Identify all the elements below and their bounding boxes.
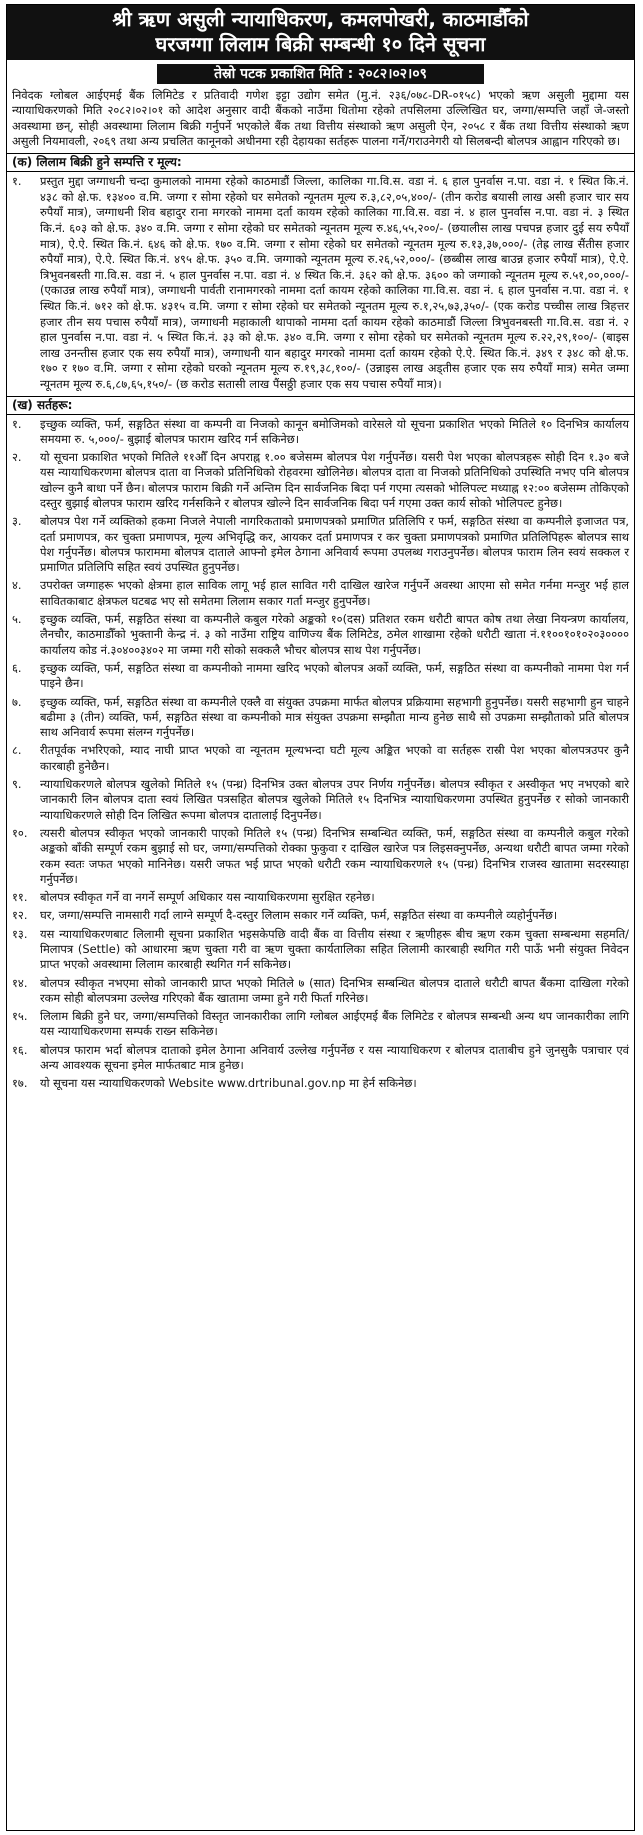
condition-item bbox=[7, 1041, 634, 1075]
item-text: इच्छुक व्यक्ति, फर्म, सङ्गठित संस्था वा कम्पनीको नाममा खरिद भएको बोलपत्र अर्को व्यक्ति, फर्म, सङ्गठित संस्था वा कम्पनीको नाममा पेश गर्न पाइने छैन। bbox=[40, 660, 629, 691]
item-number: १४. bbox=[12, 975, 28, 990]
condition-item bbox=[7, 775, 634, 824]
condition-item bbox=[7, 1074, 634, 1092]
item-number: १. bbox=[12, 416, 22, 431]
property-item bbox=[7, 172, 634, 393]
item-number: १०. bbox=[12, 825, 28, 840]
item-number: ११. bbox=[12, 890, 28, 905]
condition-item bbox=[7, 693, 634, 742]
item-text: घर, जग्गा/सम्पत्ति नामसारी गर्दा लाग्ने सम्पूर्ण दै-दस्तुर लिलाम सकार गर्ने व्यक्ति, फर्म, सङ्गठित संस्था वा कम्पनीले व्यहोर्नुपर्नेछ। bbox=[40, 908, 558, 923]
notice-header bbox=[7, 5, 634, 60]
title-line-1: श्री ऋण असुली न्यायाधिकरण, कमलपोखरी, काठमाडौँको bbox=[112, 7, 529, 31]
item-number: ८. bbox=[12, 743, 22, 758]
item-text: न्यायाधिकरणले बोलपत्र खुलेको मितिले १५ (पन्ध्र) दिनभित्र उक्त बोलपत्र उपर निर्णय गर्नुपर्नेछ। बोलपत्र स्वीकृत र अस्वीकृत भए नभएको बारे जानकारी लिन बोलपत्र दाता स्वयं लिखित पत्रसहित बोलपत्र खुलेको मितिले १५ दिनभित्र न्यायाधिकरणमा उपस्थित हुनुपर्नेछ र सोको जानकारी न्यायाधिकरणले सोही दिन लिखित रूपमा बोलपत्र दातालाई दिनुपर्नेछ। bbox=[40, 777, 629, 822]
item-text: बोलपत्र स्वीकृत नभएमा सोको जानकारी प्राप्त भएको मितिले ७ (सात) दिनभित्र सम्बन्धित बोलपत्र दाताले धरौटी बापत बैंकमा दाखिला गरेको रकम सोही बोलपत्रमा उल्लेख गरिएको बैंक खातामा जम्मा हुने गरी फिर्ता गरिनेछ। bbox=[40, 975, 629, 1005]
condition-item bbox=[7, 1007, 634, 1041]
item-number: २. bbox=[12, 450, 22, 465]
section-b-heading: (ख) सर्तहरू: bbox=[7, 396, 634, 415]
condition-item bbox=[7, 415, 634, 449]
item-number: १६. bbox=[12, 1042, 28, 1057]
item-number: १७. bbox=[12, 1076, 28, 1091]
section-a-heading: (क) लिलाम बिक्री हुने सम्पत्ति र मूल्य: bbox=[7, 153, 634, 172]
condition-item bbox=[7, 610, 634, 659]
conditions-list bbox=[7, 415, 634, 1093]
condition-item bbox=[7, 906, 634, 924]
item-text: बोलपत्र फाराम भर्दा बोलपत्र दाताको इमेल ठेगाना अनिवार्य उल्लेख गर्नुपर्नेछ र यस न्यायाधिकरण र बोलपत्र दाताबीच हुने जुनसुकै पत्राचार एवं अन्य आवश्यक सूचना इमेल मार्फतबाट मात्र हुनेछ। bbox=[40, 1042, 629, 1073]
condition-item bbox=[7, 576, 634, 610]
intro-paragraph: निवेदक ग्लोबल आईएमई बैंक लिमिटेड र प्रतिवादी गणेश इट्टा उद्योग समेत (मु.नं. २३६/०७८-DR-०१५८) भएको ऋण असुली मुद्दामा यस न्यायाधिकरणको मिति २०८२।०२।०१ को आदेश अनुसार वादी बैंकको नाउँमा धितोमा रहेको तपसिलमा उल्लिखित घर, जग्गा/सम्पत्ति जहाँ जे-जस्तो अवस्थामा छन्, सोही अवस्थामा लिलाम बिक्री गर्नुपर्ने भएकोले बैंक तथा वित्तीय संस्थाको ऋण असुली ऐन, २०५८ र बैंक तथा वित्तीय संस्थाको ऋण असुली नियमावली, २०६९ तथा अन्य प्रचलित कानूनको अधीनमा रही देहायका सर्तहरू पालना गर्ने/गराउनेगरी यो सिलबन्दी बोलपत्र आह्वान गरिएको छ। bbox=[12, 88, 629, 148]
item-number: ४. bbox=[12, 578, 22, 593]
publication-date: तेस्रो पटक प्रकाशित मिति : २०८२।०२।०९ bbox=[157, 64, 484, 84]
item-text: बोलपत्र स्वीकृत गर्ने वा नगर्ने सम्पूर्ण अधिकार यस न्यायाधिकरणमा सुरक्षित रहनेछ। bbox=[40, 890, 375, 905]
condition-item bbox=[7, 448, 634, 512]
condition-item bbox=[7, 824, 634, 888]
item-number: १५. bbox=[12, 1009, 28, 1024]
title-line-2: घरजग्गा लिलाम बिक्री सम्बन्धी १० दिने सूचना bbox=[155, 32, 486, 56]
condition-item bbox=[7, 659, 634, 693]
condition-item bbox=[7, 512, 634, 576]
item-text: त्यसरी बोलपत्र स्वीकृत भएको जानकारी पाएको मितिले १५ (पन्ध्र) दिनभित्र सम्बन्धित व्यक्ति, फर्म, सङ्गठित संस्था वा कम्पनीले कबुल गरेको अङ्कको बाँकी सम्पूर्ण रकम बुझाई सो घर, जग्गा/सम्पत्तिको रोक्का फुकुवा र दाखिल खारेज पत्र लिइसक्नुपर्नेछ, अन्यथा धरौटी बापत जम्मा गरेको रकम स्वतः जफत भएको मानिनेछ। यसरी जफत भई प्राप्त भएको धरौटी रकम न्यायाधिकरणले १५ (पन्ध्र) दिनभित्र राजस्व खातामा सदरस्याहा गर्नुपर्नेछ। bbox=[40, 825, 629, 886]
item-text: उपरोक्त जग्गाहरू भएको क्षेत्रमा हाल साविक लागू भई हाल सावित गरी दाखिल खारेज गर्नुपर्ने अवस्था आएमा सो समेत गर्नमा मन्जुर भई हाल सावितकाबाट क्षेत्रफल घटबढ भए सो समेतमा लिलाम सकार गर्ता मन्जुर हुनुपर्नेछ। bbox=[40, 578, 629, 608]
item-number: ६. bbox=[12, 660, 22, 675]
item-number: ५. bbox=[12, 612, 22, 627]
item-text: रीतपूर्वक नभरिएको, म्याद नाघी प्राप्त भएको वा न्यूनतम मूल्यभन्दा घटी मूल्य अङ्कित भएको वा सर्तहरू रास्री पेश भएका बोलपत्रउपर कुनै कारबाही हुनेछैन। bbox=[40, 743, 629, 773]
item-number: १२. bbox=[12, 908, 28, 923]
condition-item bbox=[7, 888, 634, 906]
condition-item bbox=[7, 741, 634, 775]
item-text: इच्छुक व्यक्ति, फर्म, सङ्गठित संस्था वा कम्पनी वा निजको कानून बमोजिमको वारेसले यो सूचना प्रकाशित भएको मितिले १० दिनभित्र कार्यालय समयमा रु. ५,०००/- बुझाई बोलपत्र फाराम खरिद गर्न सकिनेछ। bbox=[40, 416, 629, 446]
item-text: यो सूचना प्रकाशित भएको मितिले ११औँ दिन अपराह्न १.०० बजेसम्म बोलपत्र पेश गर्नुपर्नेछ। यसरी पेश भएका बोलपत्रहरू सोही दिन १.३० बजे यस न्यायाधिकरणमा बोलपत्र दाता वा निजको प्रतिनिधिको रोहवरमा खोलिनेछ। बोलपत्र दाता वा निजको प्रतिनिधिको उपस्थिति नभए पनि बोलपत्र खोल्न कुनै बाधा पर्ने छैन। बोलपत्र फाराम बिक्री गर्ने अन्तिम दिन सार्वजनिक बिदा पर्न गएमा त्यसको भोलिपल्ट मध्याह्न १२:०० बजेसम्म तोकिएको दस्तुर बुझाई बोलपत्र फाराम खरिद गर्नसकिने र बोलपत्र खोल्ने दिन सार्वजनिक बिदा पर्न गएमा उक्त कार्य सोको भोलिपल्ट हुनेछ। bbox=[40, 450, 629, 510]
item-number: ९. bbox=[12, 777, 22, 792]
item-text: इच्छुक व्यक्ति, फर्म, सङ्गठित संस्था वा कम्पनीले कबुल गरेको अङ्कको १०(दस) प्रतिशत रकम धरौटी बापत कोष तथा लेखा नियन्त्रण कार्यालय, लैनचौर, काठमाडौँको भुक्तानी केन्द्र नं. ३ को नाउँमा राष्ट्रिय वाणिज्य बैंक लिमिटेड, ठमेल शाखामा रहेको धरौटी खाता नं.११००१०१०२०३०००० कार्यालय कोड नं.३०४००३४०२ मा जम्मा गरी सोको सक्कलै भौचर बोलपत्र साथ पेश गर्नुपर्नेछ। bbox=[40, 612, 629, 657]
notice-page bbox=[6, 4, 635, 1831]
item-text: लिलाम बिक्री हुने घर, जग्गा/सम्पत्तिको विस्तृत जानकारीका लागि ग्लोबल आईएमई बैंक लिमिटेड र बोलपत्र सम्बन्धी अन्य थप जानकारीका लागि यस न्यायाधिकरणमा सम्पर्क राख्न सकिनेछ। bbox=[40, 1009, 629, 1039]
item-number: १. bbox=[12, 174, 22, 189]
condition-item bbox=[7, 974, 634, 1008]
item-number: ७. bbox=[12, 694, 22, 709]
item-number: १३. bbox=[12, 926, 28, 941]
item-text: बोलपत्र पेश गर्ने व्यक्तिको हकमा निजले नेपाली नागरिकताको प्रमाणपत्रको प्रमाणित प्रतिलिपि र फर्म, सङ्गठित संस्था वा कम्पनीले इजाजत पत्र, दर्ता प्रमाणपत्र, कर चुक्ता प्रमाणपत्र, मूल्य अभिवृद्धि कर, आयकर दर्ता प्रमाणपत्र र कर चुक्ता प्रमाणपत्रको प्रमाणित प्रतिलिपिहरू बोलपत्र साथ पेश गर्नुपर्नेछ। बोलपत्र फाराममा बोलपत्र दाताले आफ्नो इमेल ठेगाना अनिवार्य रूपमा उपलब्ध गराउनुपर्नेछ। बोलपत्र फाराम लिन स्वयं सक्कल र प्रमाणित प्रतिलिपि सहित स्वयं उपस्थित हुनुपर्नेछ। bbox=[40, 514, 629, 575]
item-text: प्रस्तुत मुद्दा जग्गाधनी चन्दा कुमालको नाममा रहेको काठमाडौं जिल्ला, कालिका गा.वि.स. वडा नं. ६ हाल पुनर्वास न.पा. वडा नं. १ स्थित कि.नं. ४३८ को क्षे.फ. १३४०० व.मि. जग्गा र सोमा रहेको घर समेतको न्यूनतम मूल्य रु.३,८२,०५,४००/- (तीन करोड बयासी लाख असी हजार चार सय रुपैयाँ मात्र), जग्गाधनी शिव बहादुर राना मगरको नाममा दर्ता कायम रहेको कालिका गा.वि.स. वडा नं. ४ हाल पुनर्वास न.पा. वडा नं. ३ स्थित कि.नं. ६०३ को क्षे.फ. ३४० व.मि. जग्गा र सोमा रहेको घर समेतको न्यूनतम मूल्य रु.४६,५५,२००/- (छयालीस लाख पचपन्न हजार दुई सय रुपैयाँ मात्र), ऐ.ऐ. स्थित कि.नं. ६४६ को क्षे.फ. १७० व.मि. जग्गा र सोमा रहेको घर समेतको न्यूनतम मूल्य रु.१३,३७,०००/- (तेह्र लाख सैंतीस हजार रुपैयाँ मात्र), ऐ.ऐ. स्थित कि.नं. ४९५ क्षे.फ. ३५० व.मि. जग्गाको न्यूनतम मूल्य रु.२६,५२,०००/- (छब्बीस लाख बाउन्न हजार रुपैयाँ मात्र), ऐ.ऐ. त्रिभुवनबस्ती गा.वि.स. वडा नं. ५ हाल पुनर्वास न.पा. वडा नं. ४ स्थित कि.नं. ३६२ को क्षे.फ. ३६०० को जग्गाको न्यूनतम मूल्य रु.५१,००,०००/- (एकाउन्न लाख रुपैयाँ मात्र), जग्गाधनी पार्वती रानामगरको नाममा दर्ता कायम रहेको कालिका गा.वि.स. वडा नं. ६ हाल पुनर्वास न.पा. वडा नं. १ स्थित कि.नं. ७१२ को क्षे.फ. ४३१५ व.मि. जग्गा र सोमा रहेको घर समेतको न्यूनतम मूल्य रु.१,२५,७३,३५०/- (एक करोड पच्चीस लाख त्रिहत्तर हजार तीन सय पचास रुपैयाँ मात्र), जग्गाधनी महाकाली थापाको नाममा दर्ता कायम रहेको काठमाडौं जिल्ला त्रिभुवनबस्ती गा.वि.स. वडा नं. २ हाल पुनर्वास न.पा. वडा नं. ५ स्थित कि.नं. ३३ को क्षे.फ. ३४० व.मि. जग्गा र सोमा रहेको घर समेतको न्यूनतम मूल्य रु.२२,२९,१००/- (बाइस लाख उनन्तीस हजार एक सय रुपैयाँ मात्र), जग्गाधनी यान बहादुर मगरको नाममा दर्ता कायम रहेको ऐ.ऐ. स्थित कि.नं. ३४९ र ३४८ को क्षे.फ. १७० र १७० व.मि. जग्गा र सोमा रहेको घरको न्यूनतम मूल्य रु.१९,३८,१००/- (उन्नाइस लाख अड्तीस हजार एक सय रुपैयाँ मात्र) समेत जम्मा न्यूनतम मूल्य रु.६,८७,६५,१५०/- (छ करोड सतासी लाख पैंसठ्ठी हजार एक सय पचास रुपैयाँ मात्र)। bbox=[40, 174, 629, 391]
property-list bbox=[7, 172, 634, 393]
item-text: यो सूचना यस न्यायाधिकरणको Website www.drtribunal.gov.np मा हेर्न सकिनेछ। bbox=[40, 1076, 417, 1091]
item-number: ३. bbox=[12, 514, 22, 529]
condition-item bbox=[7, 925, 634, 974]
item-text: यस न्यायाधिकरणबाट लिलामी सूचना प्रकाशित भइसकेपछि वादी बैंक वा वित्तीय संस्था र ऋणीहरू बीच ऋण रकम चुक्ता सम्बन्धमा सहमति/मिलापत्र (Settle) को आधारमा ऋण चुक्ता गरी वा ऋण चुक्ता कार्यतालिका सहित लिलामी कारबाही स्थगित गरी पाऊँ भनी संयुक्त निवेदन प्राप्त भएको अवस्थामा लिलाम कारबाही स्थगित गर्न सकिनेछ। bbox=[40, 926, 629, 972]
item-text: इच्छुक व्यक्ति, फर्म, सङ्गठित संस्था वा कम्पनीले एक्लै वा संयुक्त उपक्रमा मार्फत बोलपत्र प्रक्रियामा सहभागी हुनुपर्नेछ। यसरी सहभागी हुन चाहने बढीमा ३ (तीन) व्यक्ति, फर्म, सङ्गठित संस्था वा कम्पनीको मात्र संयुक्त उपक्रमा सम्झौता मान्य हुनेछ साथै सो उपक्रमा सम्झौताको प्रति बोलपत्र साथ अनिवार्य रूपमा संलग्न गर्नुपर्नेछ। bbox=[40, 694, 629, 740]
